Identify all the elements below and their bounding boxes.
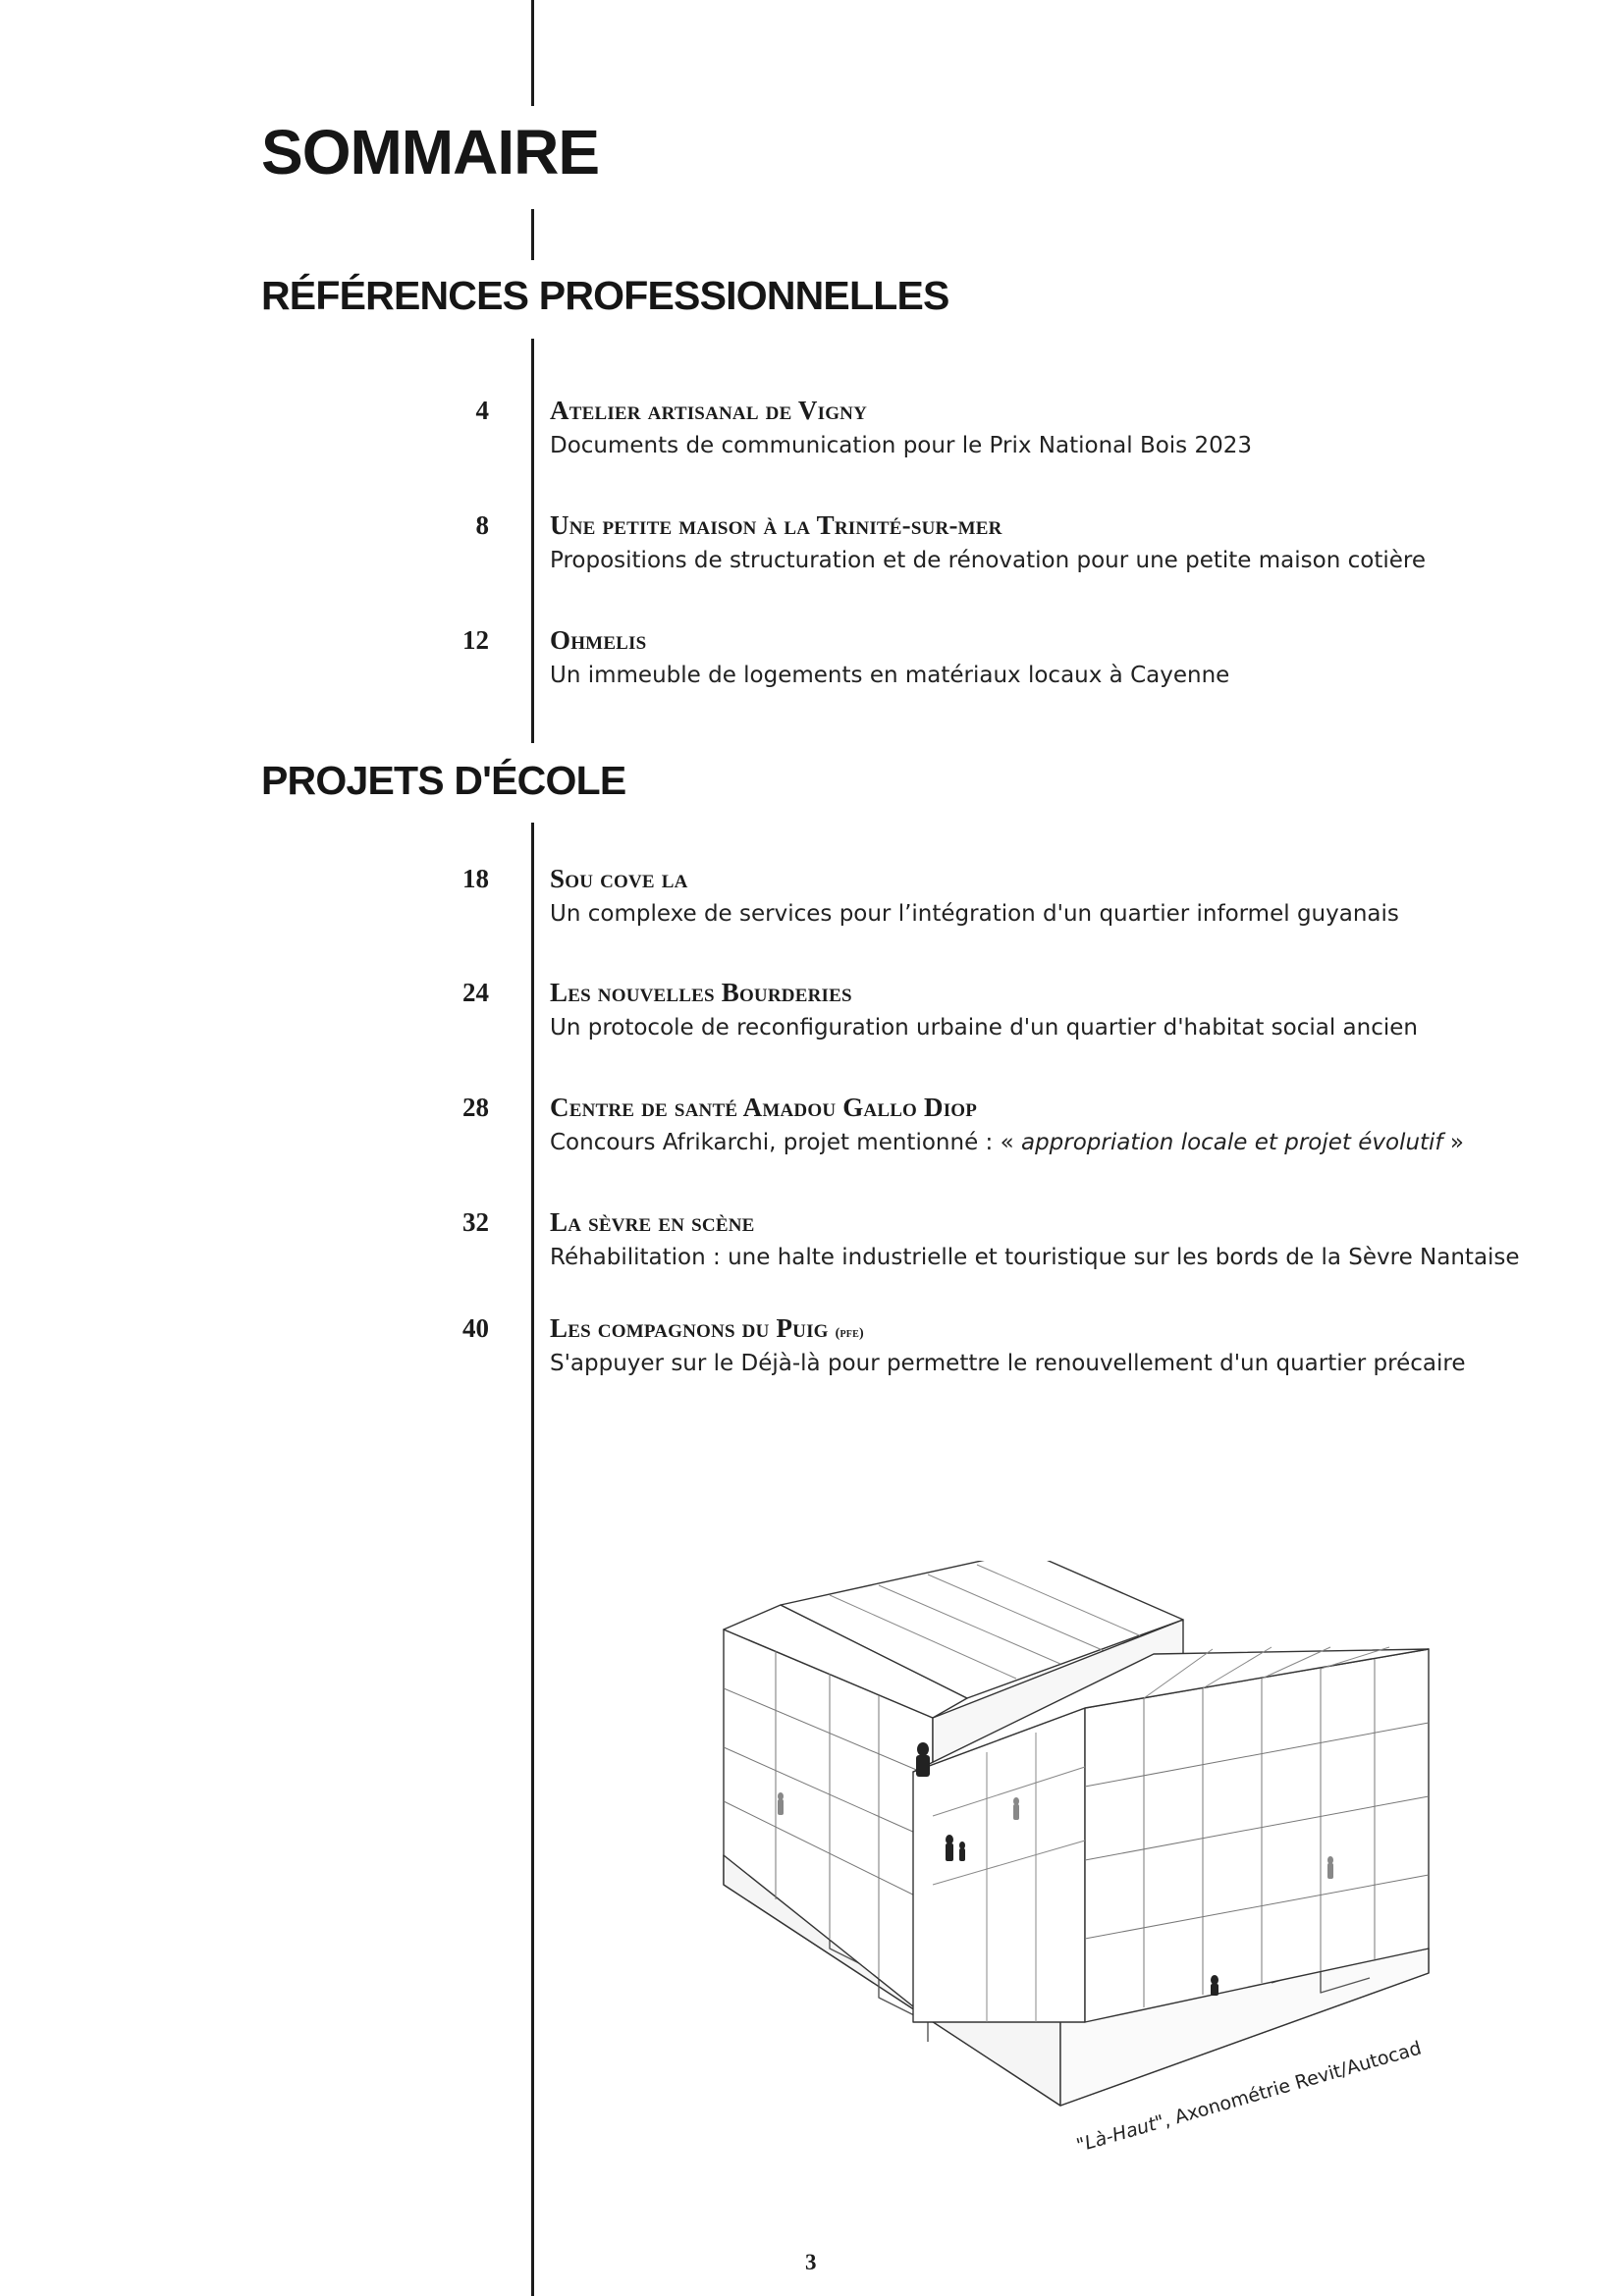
toc-entry-description: S'appuyer sur le Déjà-là pour permettre le renouvellement d'un quartier précaire: [550, 1351, 1466, 1376]
toc-entry[interactable]: [0, 625, 1624, 704]
toc-page-number: 40: [462, 1313, 489, 1343]
vertical-rule: [531, 209, 534, 260]
toc-entry-description: Un complexe de services pour l’intégration d'un quartier informel guyanais: [550, 901, 1399, 927]
toc-entry-title: Les nouvelles Bourderies: [550, 978, 852, 1007]
toc-page-number: 8: [475, 510, 489, 540]
toc-entry-title: Ohmelis: [550, 625, 647, 655]
toc-entry[interactable]: [0, 510, 1624, 589]
toc-entry-title-tag: (pfe): [835, 1326, 864, 1341]
toc-entry[interactable]: [0, 1093, 1624, 1171]
caption-title: "Là-Haut": [1073, 2110, 1167, 2157]
page-number: 3: [805, 2250, 817, 2274]
toc-entry-title: [550, 1313, 864, 1344]
vertical-rule: [531, 0, 534, 106]
toc-entry[interactable]: [0, 978, 1624, 1056]
toc-entry-description: Propositions de structuration et de rénovation pour une petite maison cotière: [550, 548, 1426, 573]
description-quote: appropriation locale et projet évolutif: [1020, 1130, 1443, 1155]
toc-entry-title: Centre de santé Amadou Gallo Diop: [550, 1093, 978, 1122]
toc-entry-title-text: Les compagnons du Puig: [550, 1313, 829, 1343]
toc-entry-description: Un immeuble de logements en matériaux locaux à Cayenne: [550, 663, 1230, 688]
toc-entry[interactable]: [0, 864, 1624, 942]
toc-page-number: 32: [462, 1207, 489, 1237]
toc-entry-description: Un protocole de reconfiguration urbaine d'un quartier d'habitat social ancien: [550, 1015, 1418, 1041]
toc-entry[interactable]: [0, 1207, 1624, 1286]
page-title: SOMMAIRE: [261, 117, 599, 187]
toc-entry-title: Atelier artisanal de Vigny: [550, 396, 868, 425]
toc-page-number: 12: [462, 625, 489, 655]
toc-page-number: 4: [475, 396, 489, 425]
toc-entry[interactable]: [0, 396, 1624, 474]
toc-entry-description: [550, 1130, 1464, 1155]
toc-entry-description: Documents de communication pour le Prix National Bois 2023: [550, 433, 1253, 458]
toc-page-number: 28: [462, 1093, 489, 1122]
toc-entry-description: Réhabilitation : une halte industrielle et touristique sur les bords de la Sèvre Nantaise: [550, 1245, 1520, 1270]
toc-entry-title: Une petite maison à la Trinité-sur-mer: [550, 510, 1002, 540]
toc-page-number: 18: [462, 864, 489, 893]
toc-entry-title: Sou cove la: [550, 864, 688, 893]
toc-entry[interactable]: [0, 1313, 1624, 1392]
section-heading-references: RÉFÉRENCES PROFESSIONNELLES: [261, 273, 949, 318]
description-prefix: Concours Afrikarchi, projet mentionné : «: [550, 1130, 1021, 1155]
description-suffix: »: [1442, 1130, 1464, 1155]
caption-rest: , Axonométrie Revit/Autocad: [1161, 2037, 1425, 2132]
toc-page-number: 24: [462, 978, 489, 1007]
section-heading-projets: PROJETS D'ÉCOLE: [261, 758, 626, 803]
axonometric-drawing: [722, 1561, 1448, 2110]
toc-entry-title: La sèvre en scène: [550, 1207, 755, 1237]
